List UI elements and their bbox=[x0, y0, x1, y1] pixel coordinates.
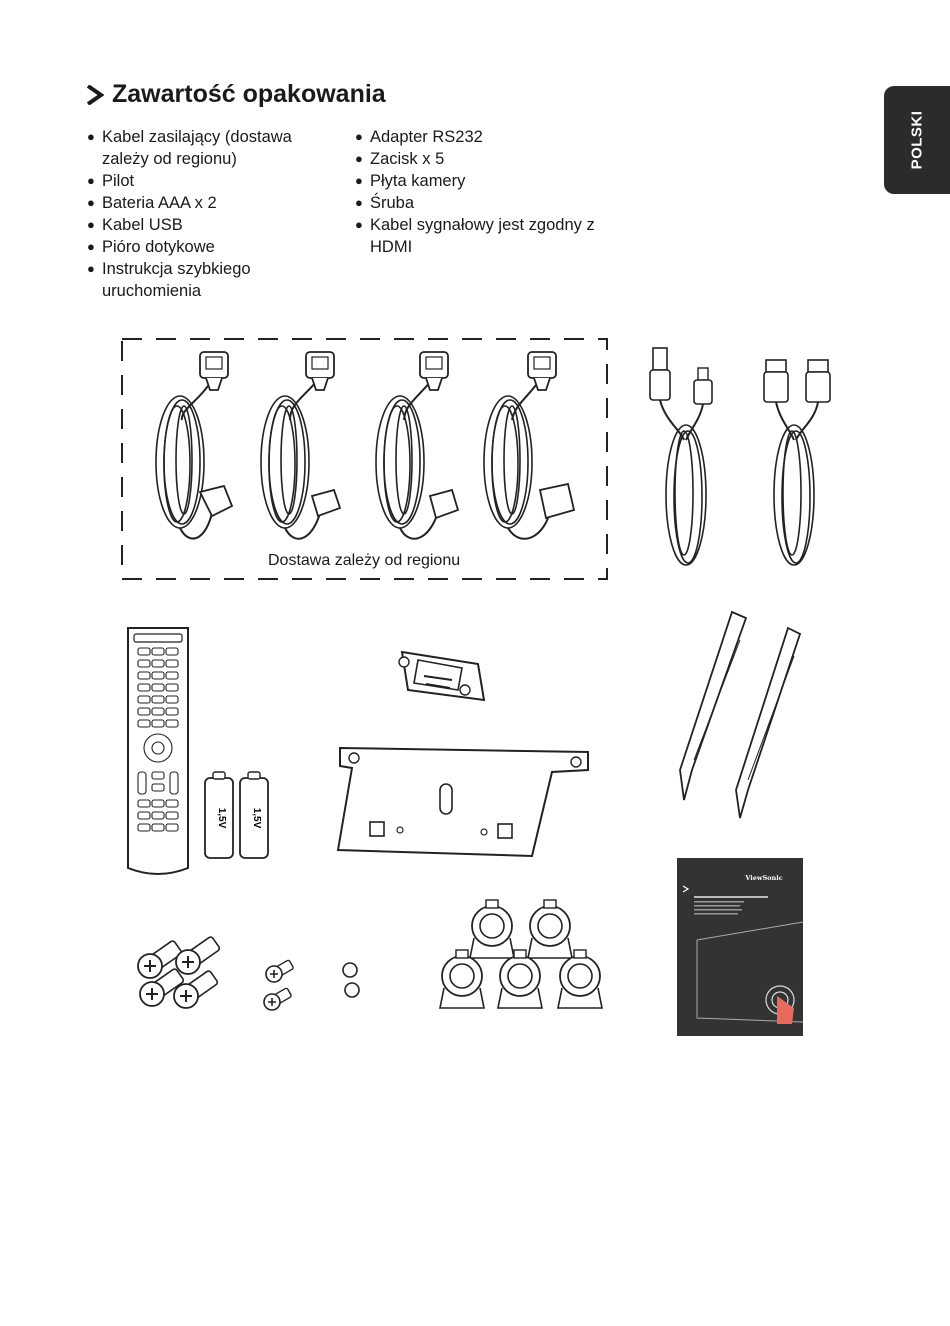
guide-brand: ViewSonic bbox=[745, 874, 783, 882]
list-item: ● Instrukcja szybkiego uruchomienia bbox=[87, 258, 327, 302]
small-screws bbox=[343, 963, 359, 997]
medium-screws bbox=[264, 960, 294, 1010]
region-note: Dostawa zależy od regionu bbox=[268, 552, 461, 569]
list-item: ● Pióro dotykowe bbox=[87, 236, 327, 258]
list-item: ● Zacisk x 5 bbox=[355, 148, 605, 170]
list-item: ● Bateria AAA x 2 bbox=[87, 192, 327, 214]
list-item: ● Kabel USB bbox=[87, 214, 327, 236]
large-screws bbox=[137, 936, 220, 1008]
battery-label: 1,5V bbox=[251, 807, 262, 829]
camera-plate bbox=[338, 748, 588, 856]
power-cord-uk bbox=[484, 352, 574, 539]
usb-cable bbox=[650, 348, 712, 565]
battery-label: 1,5V bbox=[216, 807, 227, 829]
list-item: ● Kabel sygnałowy jest zgodny z HDMI bbox=[355, 214, 605, 258]
power-cord-us bbox=[376, 352, 458, 539]
cable-clamps bbox=[440, 900, 602, 1008]
touch-pen bbox=[680, 612, 746, 800]
touch-pen bbox=[736, 628, 800, 818]
section-title-text: Zawartość opakowania bbox=[112, 80, 386, 108]
list-item: ● Adapter RS232 bbox=[355, 126, 605, 148]
power-cord-au bbox=[261, 352, 340, 539]
power-cord-eu bbox=[156, 352, 232, 539]
list-item: ● Śruba bbox=[355, 192, 605, 214]
list-item: ● Kabel zasilający (dostawa zależy od regionu) bbox=[87, 126, 327, 170]
remote-control bbox=[128, 628, 188, 874]
quick-start-guide bbox=[677, 858, 803, 1036]
list-item: ● Pilot bbox=[87, 170, 327, 192]
list-item: ● Płyta kamery bbox=[355, 170, 605, 192]
language-tab-label: POLSKI bbox=[908, 110, 926, 170]
rs232-adapter bbox=[399, 652, 484, 700]
hdmi-cable bbox=[764, 360, 830, 565]
